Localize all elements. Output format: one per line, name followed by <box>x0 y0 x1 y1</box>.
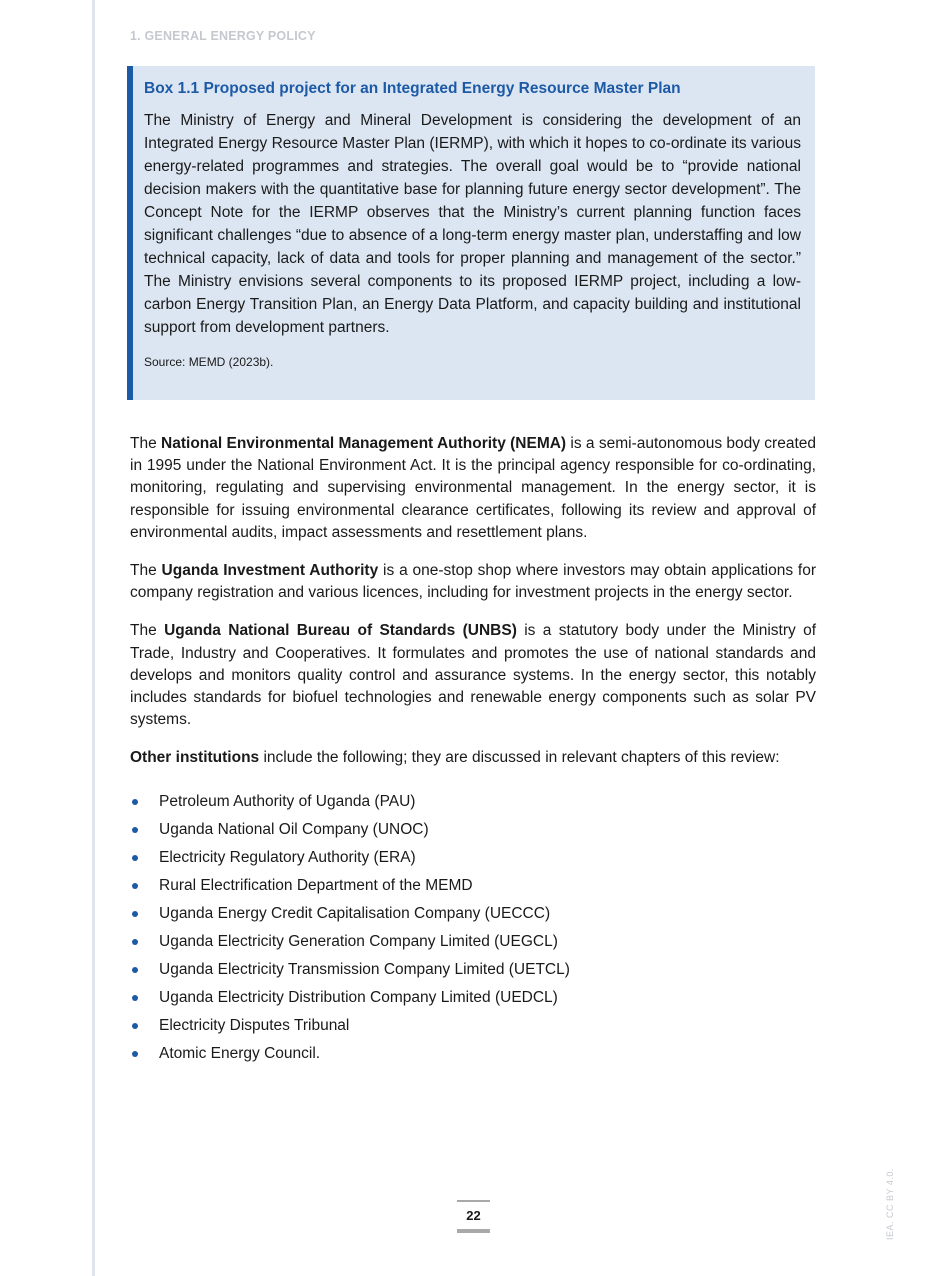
bullet-icon <box>132 995 138 1001</box>
paragraph-text: is a semi-autonomous body created in 1995 under the National Environment Act. It is the principal agency responsible for co-ordinating, monitoring, regulating and supervising environmental management. In the energy sector, it is responsible for issuing environmental clearance certificates, following its review and approval of environmental audits, impact assessments and resettlement plans. <box>130 435 817 541</box>
page-margin-rule <box>92 0 95 1276</box>
paragraph-unbs <box>130 620 816 731</box>
list-item <box>130 960 816 988</box>
list-item <box>130 1016 816 1044</box>
paragraph-bold-term: Other institutions <box>130 749 260 767</box>
bullet-icon <box>132 911 138 917</box>
list-item <box>130 876 816 904</box>
paragraph-bold-term: Uganda Investment Authority <box>161 562 379 580</box>
list-item <box>130 792 816 820</box>
list-item-label: Uganda Electricity Generation Company Limited (UEGCL) <box>159 932 558 950</box>
paragraph-text: is a one-stop shop where investors may obtain applications for company registration and various licences, including for investment projects in the energy sector. <box>130 562 817 602</box>
running-header: 1. GENERAL ENERGY POLICY <box>130 29 316 43</box>
bullet-icon <box>132 799 138 805</box>
bullet-icon <box>132 827 138 833</box>
list-item-label: Atomic Energy Council. <box>159 1044 321 1062</box>
bullet-icon <box>132 939 138 945</box>
box-body: The Ministry of Energy and Mineral Development is considering the development of an Integrated Energy Resource Master Plan (IERMP), with which it hopes to co-ordinate its various energy-related programmes and strategies. The overall goal would be to “provide national decision makers with the quantitative base for planning future energy sector development”. The Concept Note for the IERMP observes that the Ministry’s current planning function faces significant challenges “due to absence of a long-term energy master plan, understaffing and low technical capacity, lack of data and tools for proper planning and management of the sector.” The Ministry envisions several components to its proposed IERMP project, including a low-carbon Energy Transition Plan, an Energy Data Platform, and capacity building and institutional support from development partners. <box>144 112 801 336</box>
paragraph-text: include the following; they are discussed in relevant chapters of this review: <box>259 749 780 767</box>
paragraph-other-institutions <box>130 747 816 769</box>
list-item-label: Electricity Disputes Tribunal <box>159 1016 350 1034</box>
list-item-label: Electricity Regulatory Authority (ERA) <box>159 848 416 866</box>
paragraph-text: is a statutory body under the Ministry of Trade, Industry and Cooperatives. It formulates and promotes the use of national standards and develops and monitors quality control and assurance systems. In the energy sector, this notably includes standards for biofuel technologies and renewable energy components such as solar PV systems. <box>130 622 817 729</box>
list-item <box>130 932 816 960</box>
main-content <box>130 433 816 1072</box>
list-item-label: Uganda Energy Credit Capitalisation Company (UECCC) <box>159 904 551 922</box>
paragraph-uia <box>130 560 816 604</box>
list-item <box>130 988 816 1016</box>
list-item-label: Uganda National Oil Company (UNOC) <box>159 820 429 838</box>
bullet-icon <box>132 855 138 861</box>
list-item <box>130 848 816 876</box>
paragraph-lead: The <box>130 435 162 452</box>
list-item-label: Uganda Electricity Transmission Company Limited (UETCL) <box>159 960 570 978</box>
info-box <box>127 66 815 400</box>
list-item <box>130 1044 816 1072</box>
bullet-icon <box>132 1051 138 1057</box>
paragraph-bold-term: National Environmental Management Authority (NEMA) <box>161 435 567 452</box>
institution-list <box>130 792 816 1072</box>
page-number: 22 <box>457 1200 490 1233</box>
paragraph-lead: The <box>130 622 165 640</box>
list-item-label: Rural Electrification Department of the MEMD <box>159 876 473 894</box>
bullet-icon <box>132 967 138 973</box>
bullet-icon <box>132 1023 138 1029</box>
license-note: IEA. CC BY 4.0. <box>885 1168 895 1240</box>
list-item-label: Petroleum Authority of Uganda (PAU) <box>159 792 416 810</box>
paragraph-nema <box>130 433 816 544</box>
list-item <box>130 820 816 848</box>
bullet-icon <box>132 883 138 889</box>
box-title: Box 1.1 Proposed project for an Integrated Energy Resource Master Plan <box>144 80 681 97</box>
paragraph-bold-term: Uganda National Bureau of Standards (UNBS) <box>164 622 517 640</box>
paragraph-lead: The <box>130 562 162 580</box>
list-item <box>130 904 816 932</box>
box-source: Source: MEMD (2023b). <box>144 355 274 369</box>
list-item-label: Uganda Electricity Distribution Company Limited (UEDCL) <box>159 988 558 1006</box>
